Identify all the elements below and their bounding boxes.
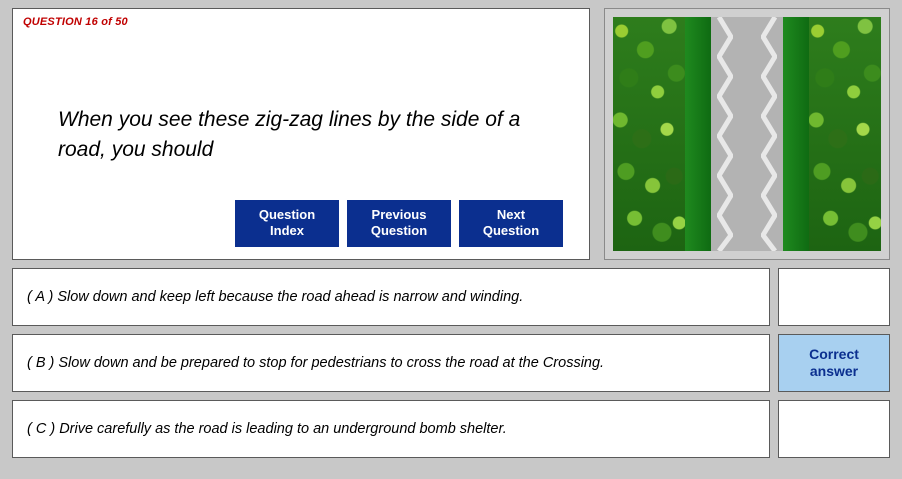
previous-question-button[interactable] [347,200,451,248]
illustration-panel [604,8,890,260]
previous-question-button-line1: Previous [371,206,427,222]
navigation-buttons [235,200,563,248]
correct-answer-badge-line2: answer [809,363,859,379]
question-counter: QUESTION 16 of 50 [23,16,128,28]
foliage-left [613,17,685,251]
next-question-button-line2: Question [482,222,540,238]
answer-letter-a: ( A ) [27,289,54,305]
answers-list [12,268,890,466]
answer-option-a[interactable] [12,268,770,326]
question-index-button[interactable] [235,200,339,248]
answer-letter-c: ( C ) [27,421,56,437]
question-text: When you see these zig-zag lines by the side of a road, you should [58,108,521,162]
answer-option-b[interactable] [12,334,770,392]
question-index-button-line2: Index [270,222,304,238]
foliage-right [809,17,881,251]
answer-row-b[interactable] [12,334,890,392]
correct-answer-badge-line1: Correct [809,345,859,362]
road-surface [711,17,783,251]
road-illustration [613,17,881,251]
answer-letter-b: ( B ) [27,355,55,371]
answer-text-b: Slow down and be prepared to stop for pedestrians to cross the road at the Crossing. [58,355,605,371]
previous-question-button-line2: Question [370,222,428,238]
zigzag-line-right [761,17,777,251]
answer-mark-c [778,400,890,458]
top-section [12,8,890,262]
correct-answer-badge [778,334,890,392]
answer-mark-a [778,268,890,326]
answer-text-c: Drive carefully as the road is leading to an underground bomb shelter. [59,421,507,437]
answer-option-c[interactable] [12,400,770,458]
answer-text-a: Slow down and keep left because the road ahead is narrow and winding. [57,289,524,305]
question-index-button-line1: Question [258,206,316,222]
question-panel [12,8,590,260]
answer-row-c[interactable] [12,400,890,458]
grass-verge-left [685,17,711,251]
answer-row-a[interactable] [12,268,890,326]
grass-verge-right [783,17,809,251]
zigzag-line-left [717,17,733,251]
next-question-button-line1: Next [496,206,526,222]
next-question-button[interactable] [459,200,563,248]
